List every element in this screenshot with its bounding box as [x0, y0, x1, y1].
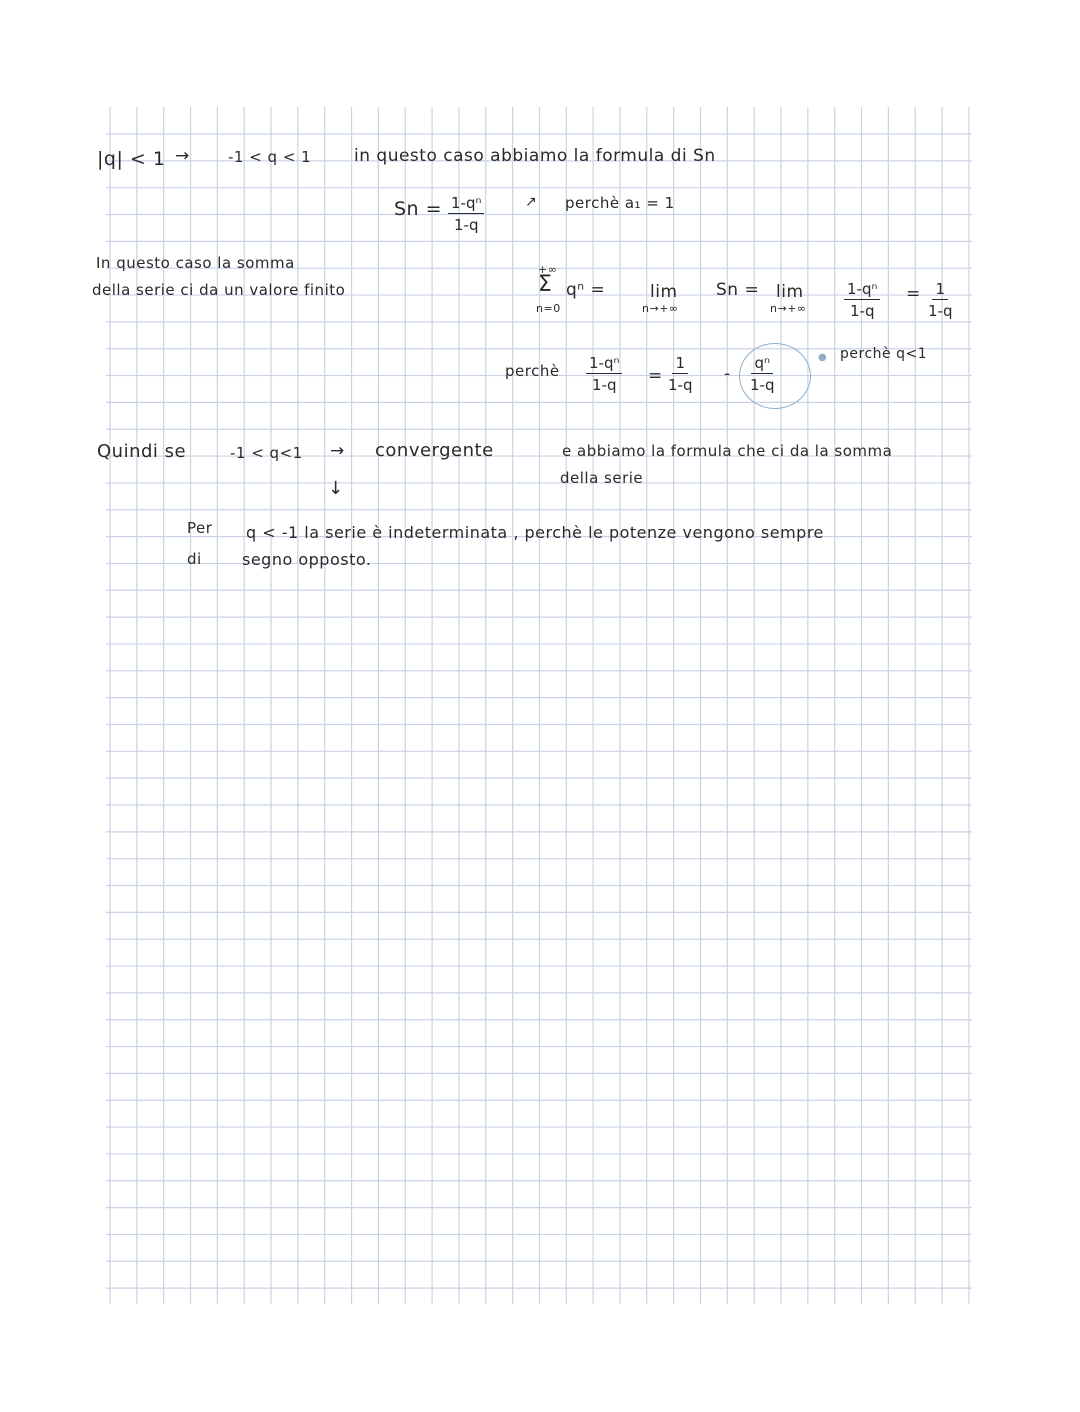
sn-fraction — [448, 194, 484, 234]
intro-text: in questo caso abbiamo la formula di Sn — [354, 146, 716, 166]
lim-1-sub: n→+∞ — [642, 302, 679, 315]
because-c-num: qⁿ — [751, 354, 773, 374]
conclusion-result: convergente — [375, 440, 494, 461]
conclusion-text: Quindi se — [97, 441, 187, 462]
conclusion-arrow-icon: → — [330, 441, 345, 461]
side-text-1: In questo caso la somma — [96, 254, 295, 272]
interval: -1 < q < 1 — [228, 148, 312, 166]
because-c-den: 1-q — [750, 376, 775, 394]
equals: = — [906, 284, 921, 304]
sigma-icon: Σ — [538, 272, 553, 297]
series-fraction — [844, 280, 880, 320]
final-per: Per — [187, 519, 213, 537]
final-line-2: segno opposto. — [242, 550, 372, 569]
lim-1: lim — [650, 282, 678, 302]
result-denominator: 1-q — [928, 302, 953, 320]
abs-condition: |q| < 1 — [97, 148, 166, 170]
because-minus: - — [724, 364, 731, 384]
because-frac-a — [586, 354, 622, 394]
final-line-1: q < -1 la serie è indeterminata , perchè le potenze vengono sempre — [246, 523, 824, 542]
because-b-den: 1-q — [668, 376, 693, 394]
down-arrow-icon: ↓ — [328, 478, 344, 499]
because-note: perchè q<1 — [840, 346, 928, 362]
sn-note: perchè a₁ = 1 — [565, 194, 675, 212]
conclusion-right: e abbiamo la formula che ci da la somma — [562, 442, 893, 460]
arrow-icon: → — [175, 146, 190, 166]
lim-2: lim — [776, 282, 804, 302]
series-term: qⁿ = — [566, 280, 606, 300]
series-denominator: 1-q — [849, 302, 875, 320]
because-b-num: 1 — [672, 354, 688, 374]
because-frac-b — [668, 354, 692, 394]
pointer-arrow-icon: ↗ — [525, 194, 538, 210]
because-a-den: 1-q — [591, 376, 617, 394]
lim-2-sub: n→+∞ — [770, 302, 807, 315]
conclusion-right-2: della serie — [560, 469, 644, 487]
because-a-num: 1-qⁿ — [586, 354, 622, 374]
sn-numerator: 1-qⁿ — [448, 194, 484, 214]
sigma-lower: n=0 — [536, 302, 561, 315]
result-fraction — [928, 280, 952, 320]
because-eq: = — [648, 366, 663, 386]
final-di: di — [187, 550, 202, 568]
series-numerator: 1-qⁿ — [844, 280, 880, 300]
side-text-2: della serie ci da un valore finito — [92, 281, 346, 299]
sigma-upper: +∞ — [538, 263, 558, 276]
because-frac-c — [750, 354, 774, 394]
because-label: perchè — [505, 362, 560, 380]
sn-eq: Sn = — [716, 280, 760, 300]
conclusion-interval: -1 < q<1 — [230, 444, 303, 462]
result-numerator: 1 — [932, 280, 948, 300]
sn-denominator: 1-q — [453, 216, 479, 234]
sn-lhs: Sn = — [394, 198, 443, 220]
dot-icon: ● — [818, 352, 828, 363]
